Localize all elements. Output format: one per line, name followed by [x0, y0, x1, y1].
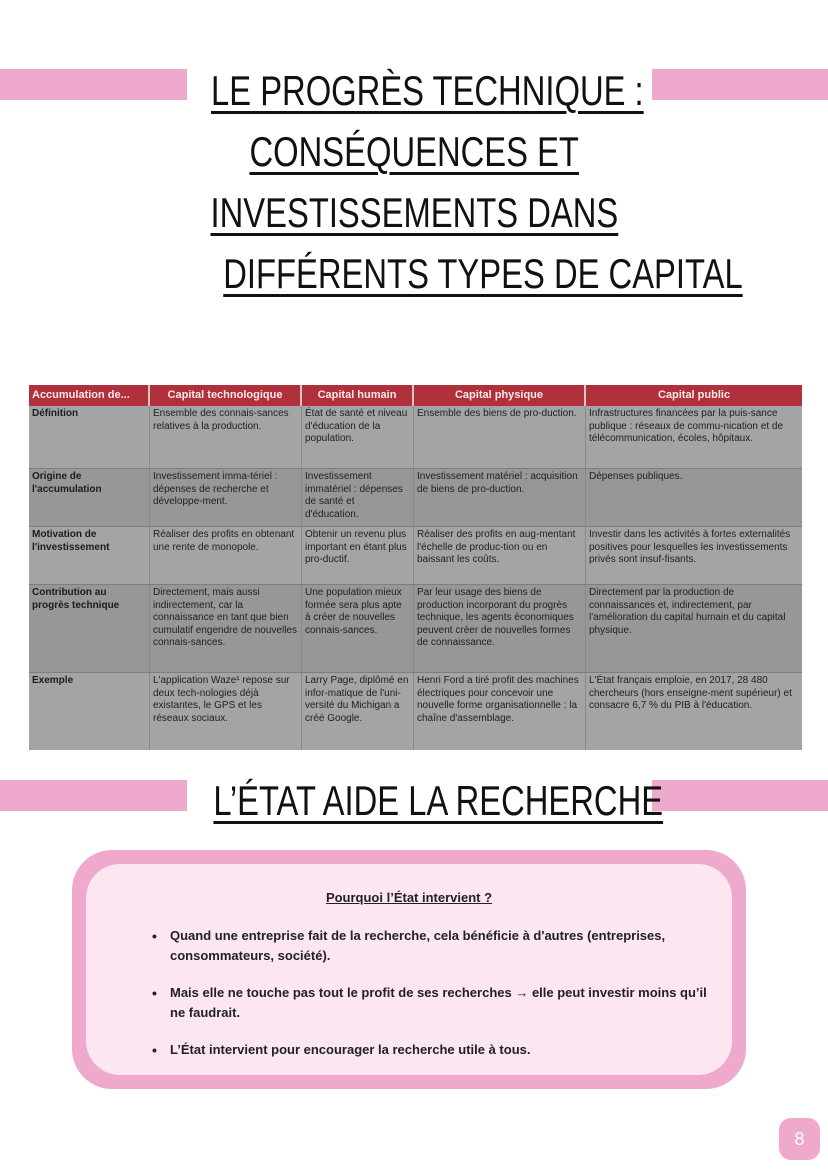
- decorative-band-mid-right: [652, 780, 828, 811]
- table-cell: Directement par la production de connaissances et, indirectement, par l'amélioration du capital humain et du capital physique.: [589, 587, 786, 636]
- table-row: [29, 585, 802, 673]
- table-cell: Henri Ford a tiré profit des machines électriques pour concevoir une nouvelle forme organisationnelle : la chaîne d'assemblage.: [414, 673, 586, 750]
- table-row-label: Origine de l'accumulation: [29, 469, 150, 526]
- table-header-row: [29, 385, 802, 406]
- table-row-label: Exemple: [29, 673, 150, 750]
- title-line-3: INVESTISSEMENTS DANS: [210, 189, 618, 236]
- table-cell: Une population mieux formée sera plus apte à créer de nouvelles connais-sances.: [302, 585, 414, 672]
- table-cell: État de santé et niveau d'éducation de la population.: [302, 406, 414, 468]
- table-cell: Infrastructures financées par la puis-sance publique : réseaux de commu-nication et de télécommunication, écoles, hôpitaux.: [589, 408, 784, 444]
- table-row: [29, 469, 802, 527]
- decorative-band-top-right: [652, 69, 828, 100]
- table-cell: L'État français emploie, en 2017, 28 480 chercheurs (hors enseigne-ment supérieur) et consacre 6,7 % du PIB à l'éducation.: [589, 675, 792, 711]
- bullet-item: • L’État intervient pour encourager la recherche utile à tous.: [152, 1040, 712, 1060]
- info-box: [72, 850, 746, 1089]
- table-cell: Ensemble des biens de pro-duction.: [414, 406, 586, 468]
- table-row: [29, 673, 802, 750]
- table-cell: Investissement imma-tériel : dépenses de recherche et développe-ment.: [150, 469, 302, 526]
- table-row-label: Contribution au progrès technique: [29, 585, 150, 672]
- table-body: [29, 406, 802, 750]
- table-header-cell: Capital physique: [414, 385, 586, 406]
- table-cell: Obtenir un revenu plus important en étant plus pro-ductif.: [302, 527, 414, 584]
- table-header-cell: Accumulation de...: [29, 385, 150, 406]
- table-cell: Larry Page, diplômé en infor-matique de l'uni-versité du Michigan a créé Google.: [302, 673, 414, 750]
- page-number-badge: 8: [779, 1118, 820, 1160]
- bullet-item: • Quand une entreprise fait de la recherche, cela bénéficie à d'autres (entreprises, consommateurs, société).: [152, 926, 712, 966]
- title-line-4: DIFFÉRENTS TYPES DE CAPITAL: [223, 250, 743, 297]
- table-row-label: Motivation de l'investissement: [29, 527, 150, 584]
- section-title: [150, 776, 678, 826]
- table-row: [29, 527, 802, 585]
- table-header-cell: Capital public: [657, 389, 731, 401]
- table-cell: Par leur usage des biens de production incorporant du progrès technique, les agents économiques peuvent créer de nouvelles formes de connaissance.: [414, 585, 586, 672]
- table-cell: Réaliser des profits en aug-mentant l'échelle de produc-tion ou en baissant les coûts.: [414, 527, 586, 584]
- table-cell: Ensemble des connais-sances relatives à la production.: [150, 406, 302, 468]
- info-box-title: Pourquoi l’État intervient ?: [325, 890, 493, 905]
- table-cell: Investissement immatériel : dépenses de santé et d'éducation.: [302, 469, 414, 526]
- table-cell: Investir dans les activités à fortes externalités positives pour lesquelles les investissements privés sont insuf-fisants.: [589, 529, 791, 565]
- table-cell: Dépenses publiques.: [589, 471, 683, 482]
- table-cell: Investissement matériel : acquisition de biens de pro-duction.: [414, 469, 586, 526]
- title-line-1: LE PROGRÈS TECHNIQUE :: [211, 67, 644, 114]
- table-cell: L'application Waze¹ repose sur deux tech-nologies déjà existantes, le GPS et les réseaux sociaux.: [150, 673, 302, 750]
- table-row: [29, 406, 802, 469]
- title-line-2: CONSÉQUENCES ET: [249, 128, 579, 175]
- table-header-cell: Capital technologique: [150, 385, 302, 406]
- capital-table-image: [29, 385, 802, 750]
- table-cell: Directement, mais aussi indirectement, car la connaissance en tant que bien cumulatif engendre de nouvelles connais-sances.: [150, 585, 302, 672]
- table-row-label: Définition: [29, 406, 150, 468]
- section-title-text: L’ÉTAT AIDE LA RECHERCHE: [213, 777, 664, 824]
- bullet-list: [152, 926, 712, 1077]
- table-header-cell: Capital humain: [302, 385, 414, 406]
- bullet-item: • Mais elle ne touche pas tout le profit de ses recherches → elle peut investir moins qu’il ne faudrait.: [152, 983, 712, 1023]
- table-cell: Réaliser des profits en obtenant une rente de monopole.: [150, 527, 302, 584]
- info-box-inner: [86, 864, 732, 1075]
- page-title: [150, 60, 743, 304]
